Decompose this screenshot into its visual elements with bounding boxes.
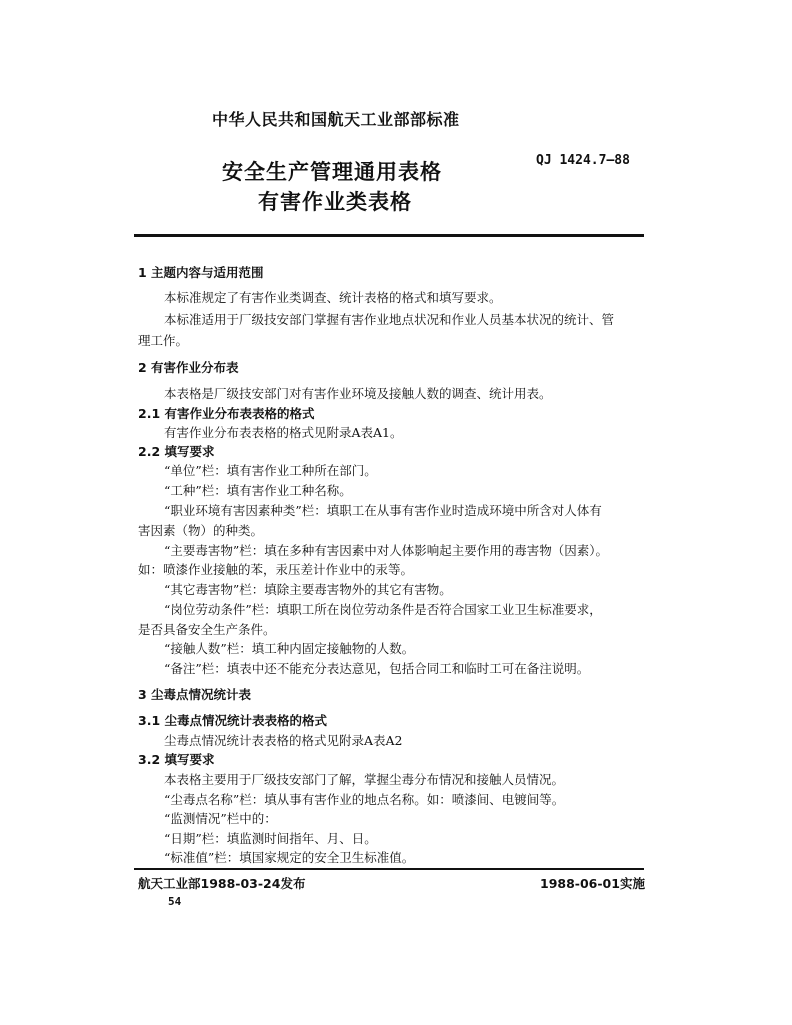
section-2-2-item-exposed-count: “接触人数”栏：填工种内固定接触物的人数。 bbox=[164, 641, 415, 656]
section-2-2-item-hazard-types-line-2: 害因素（物）的种类。 bbox=[138, 523, 264, 538]
section-3-1-paragraph: 尘毒点情况统计表表格的格式见附录A表A2 bbox=[164, 733, 403, 748]
section-3-2-paragraph-1: 本表格主要用于厂级技安部门了解，掌握尘毒分布情况和接触人员情况。 bbox=[164, 772, 565, 787]
section-2-2-item-main-toxin-line-1: “主要毒害物”栏：填在多种有害因素中对人体影响起主要作用的毒害物（因素）。 bbox=[164, 543, 609, 558]
document-title-line2: 有害作业类表格 bbox=[258, 190, 412, 214]
section-1-heading: 1 主题内容与适用范围 bbox=[138, 265, 264, 280]
section-2-2-item-hazard-types-line-1: “职业环境有害因素种类”栏：填职工在从事有害作业时造成环境中所含对人体有 bbox=[164, 503, 602, 518]
section-3-2-item-site-name: “尘毒点名称”栏：填从事有害作业的地点名称。如：喷漆间、电镀间等。 bbox=[164, 792, 565, 807]
section-3-2-item-date: “日期”栏：填监测时间指年、月、日。 bbox=[164, 831, 377, 846]
footer-divider bbox=[134, 868, 644, 870]
section-3-2-item-monitoring: “监测情况”栏中的： bbox=[164, 811, 277, 826]
section-3-1-heading: 3.1 尘毒点情况统计表表格的格式 bbox=[138, 713, 327, 728]
document-title-line1: 安全生产管理通用表格 bbox=[222, 160, 442, 184]
section-2-paragraph-1: 本表格是厂级技安部门对有害作业环境及接触人数的调查、统计用表。 bbox=[164, 386, 552, 401]
issue-date: 航天工业部1988-03-24发布 bbox=[138, 876, 306, 891]
effective-date: 1988-06-01实施 bbox=[540, 876, 645, 891]
section-1-paragraph-2-line-2: 理工作。 bbox=[138, 333, 189, 348]
section-2-2-item-work-conditions-line-2: 是否具备安全生产条件。 bbox=[138, 622, 276, 637]
section-2-2-item-work-conditions-line-1: “岗位劳动条件”栏：填职工所在岗位劳动条件是否符合国家工业卫生标准要求， bbox=[164, 602, 602, 617]
section-2-2-item-job: “工种”栏：填有害作业工种名称。 bbox=[164, 483, 352, 498]
section-2-2-item-other-toxin: “其它毒害物”栏：填除主要毒害物外的其它有害物。 bbox=[164, 582, 452, 597]
page-number: 54 bbox=[168, 895, 182, 908]
section-1-paragraph-1: 本标准规定了有害作业类调查、统计表格的格式和填写要求。 bbox=[164, 290, 502, 305]
section-3-2-heading: 3.2 填写要求 bbox=[138, 752, 215, 767]
issuing-organization: 中华人民共和国航天工业部部标准 bbox=[212, 110, 460, 129]
header-divider bbox=[134, 234, 644, 237]
section-2-heading: 2 有害作业分布表 bbox=[138, 360, 239, 375]
section-2-1-heading: 2.1 有害作业分布表表格的格式 bbox=[138, 406, 315, 421]
standard-code: QJ 1424.7—88 bbox=[536, 153, 630, 168]
section-2-2-item-unit: “单位”栏：填有害作业工种所在部门。 bbox=[164, 463, 377, 478]
section-2-1-paragraph: 有害作业分布表表格的格式见附录A表A1。 bbox=[164, 425, 403, 440]
section-2-2-item-remarks: “备注”栏：填表中还不能充分表达意见，包括合同工和临时工可在备注说明。 bbox=[164, 661, 590, 676]
section-2-2-heading: 2.2 填写要求 bbox=[138, 444, 215, 459]
section-3-heading: 3 尘毒点情况统计表 bbox=[138, 687, 252, 702]
section-3-2-item-standard-value: “标准值”栏：填国家规定的安全卫生标准值。 bbox=[164, 850, 415, 865]
section-1-paragraph-2-line-1: 本标准适用于厂级技安部门掌握有害作业地点状况和作业人员基本状况的统计、管 bbox=[164, 312, 615, 327]
section-2-2-item-main-toxin-line-2: 如：喷漆作业接触的苯，汞压差计作业中的汞等。 bbox=[138, 562, 414, 577]
